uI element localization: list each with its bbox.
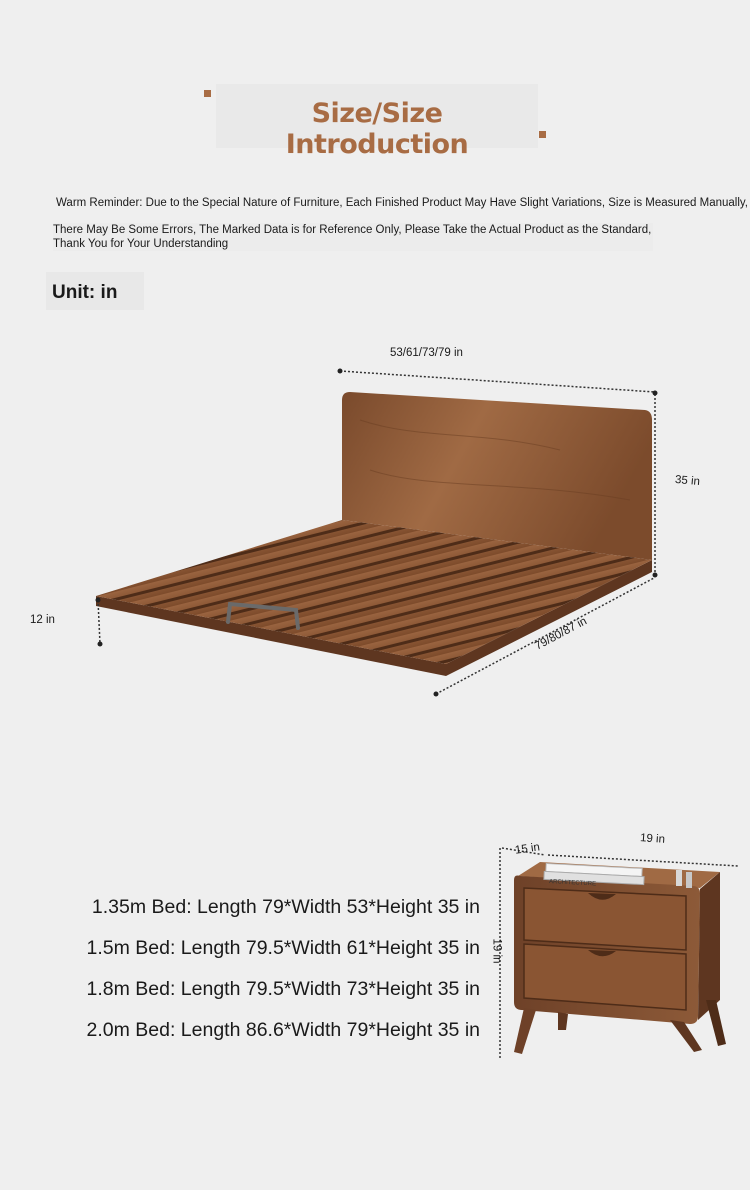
bed-length-label: 79/80/87 in bbox=[533, 615, 589, 653]
page-title: Size/Size Introduction bbox=[285, 98, 469, 160]
nightstand-depth-label: 15 in bbox=[514, 841, 541, 857]
nightstand-image bbox=[514, 862, 726, 1054]
bed-spec-list bbox=[40, 896, 480, 1060]
bed-base-height-label: 12 in bbox=[30, 614, 55, 626]
bed-width-label: 53/61/73/79 in bbox=[390, 347, 463, 359]
reminder-line-1: Warm Reminder: Due to the Special Nature of Furniture, Each Finished Product May Have Slight Variations, Size is Measured Manually, bbox=[56, 197, 749, 209]
bed-spec-item: 2.0m Bed: Length 86.6*Width 79*Height 35 in bbox=[86, 1019, 480, 1041]
bed-spec-item: 1.35m Bed: Length 79*Width 53*Height 35 in bbox=[91, 896, 480, 918]
bed-spec-item: 1.5m Bed: Length 79.5*Width 61*Height 35 in bbox=[86, 937, 480, 959]
reminder-line-2: There May Be Some Errors, The Marked Data is for Reference Only, Please Take the Actual Product as the Standard, Thank You for Your Understanding bbox=[53, 224, 652, 250]
unit-label: Unit: in bbox=[52, 282, 118, 303]
bed-height-label: 35 in bbox=[674, 473, 701, 489]
bed-spec-item: 1.8m Bed: Length 79.5*Width 73*Height 35 in bbox=[86, 978, 480, 1000]
book-spine-text: ARCHITECTURE bbox=[548, 879, 597, 888]
nightstand-height-label: 19 in bbox=[490, 938, 503, 964]
nightstand-width-label: 19 in bbox=[639, 832, 666, 846]
